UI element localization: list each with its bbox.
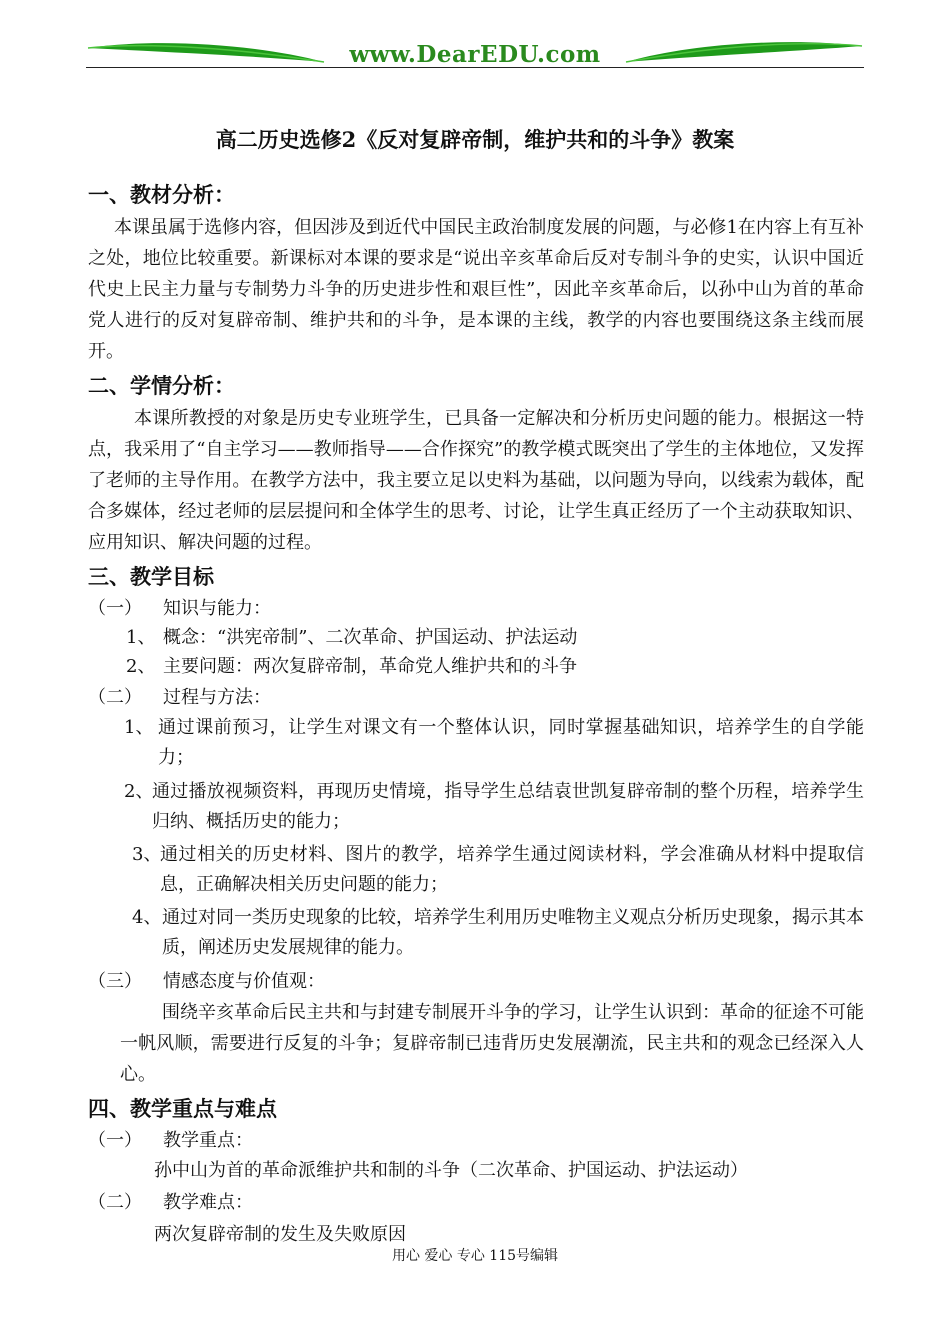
document-body [88, 178, 864, 1250]
section-paragraph: 本课所教授的对象是历史专业班学生，已具备一定解决和分析历史问题的能力。根据这一特点，我采用了“自主学习——教师指导——合作探究”的教学模式既突出了学生的主体地位，又发挥了老师的主导作用。在教学方法中，我主要立足以史料为基础，以问题为导向，以线索为载体，配合多媒体，经过老师的层层提问和全体学生的思考、讨论，让学生真正经历了一个主动获取知识、应用知识、解决问题的过程。 [88, 408, 864, 553]
list-item: 2、 通过播放视频资料，再现历史情境，指导学生总结袁世凯复辟帝制的整个历程，培养学生归纳、概括历史的能力； [124, 781, 864, 832]
site-logo-text: www.DearEDU.com [349, 41, 601, 68]
subsection-heading: （二） 教学难点： [88, 1192, 253, 1213]
subsection-heading: （三） 情感态度与价值观： [88, 971, 325, 992]
document-title: 高二历史选修2《反对复辟帝制，维护共和的斗争》教案 [215, 127, 735, 152]
subsection-heading: （一） 教学重点： [88, 1130, 253, 1151]
header-banner [86, 36, 864, 74]
section-heading: 四、教学重点与难点 [88, 1096, 277, 1121]
list-item: 2、 主要问题：两次复辟帝制，革命党人维护共和的斗争 [126, 656, 577, 677]
section-heading: 三、教学目标 [88, 564, 214, 589]
list-item: 1、 通过课前预习，让学生对课文有一个整体认识，同时掌握基础知识，培养学生的自学能力； [124, 717, 864, 768]
page-footer: 用心 爱心 专心 115号编辑 [391, 1248, 559, 1264]
subsection-heading: （一） 知识与能力： [88, 598, 271, 619]
section-heading: 二、学情分析： [88, 373, 235, 398]
section-paragraph: 围绕辛亥革命后民主共和与封建专制展开斗争的学习，让学生认识到：革命的征途不可能一帆风顺，需要进行反复的斗争；复辟帝制已违背历史发展潮流，民主共和的观念已经深入人心。 [120, 1002, 864, 1085]
section-paragraph: 两次复辟帝制的发生及失败原因 [154, 1224, 406, 1245]
header-rule [86, 67, 864, 68]
list-item: 4、 通过对同一类历史现象的比较，培养学生利用历史唯物主义观点分析历史现象，揭示其本质，阐述历史发展规律的能力。 [132, 907, 864, 958]
subsection-heading: （二） 过程与方法： [88, 687, 271, 708]
section-paragraph: 孙中山为首的革命派维护共和制的斗争（二次革命、护国运动、护法运动） [154, 1160, 748, 1181]
section-paragraph: 本课虽属于选修内容，但因涉及到近代中国民主政治制度发展的问题，与必修1在内容上有互补之处，地位比较重要。新课标对本课的要求是“说出辛亥革命后反对专制斗争的史实，认识中国近代史上民主力量与专制势力斗争的历史进步性和艰巨性”，因此辛亥革命后，以孙中山为首的革命党人进行的反对复辟帝制、维护共和的斗争，是本课的主线，教学的内容也要围绕这条主线而展开。 [88, 217, 864, 362]
list-item: 3、 通过相关的历史材料、图片的教学，培养学生通过阅读材料，学会准确从材料中提取信息，正确解决相关历史问题的能力； [132, 844, 864, 895]
list-item: 1、 概念：“洪宪帝制”、二次革命、护国运动、护法运动 [126, 627, 578, 648]
section-heading: 一、教材分析： [88, 182, 235, 207]
